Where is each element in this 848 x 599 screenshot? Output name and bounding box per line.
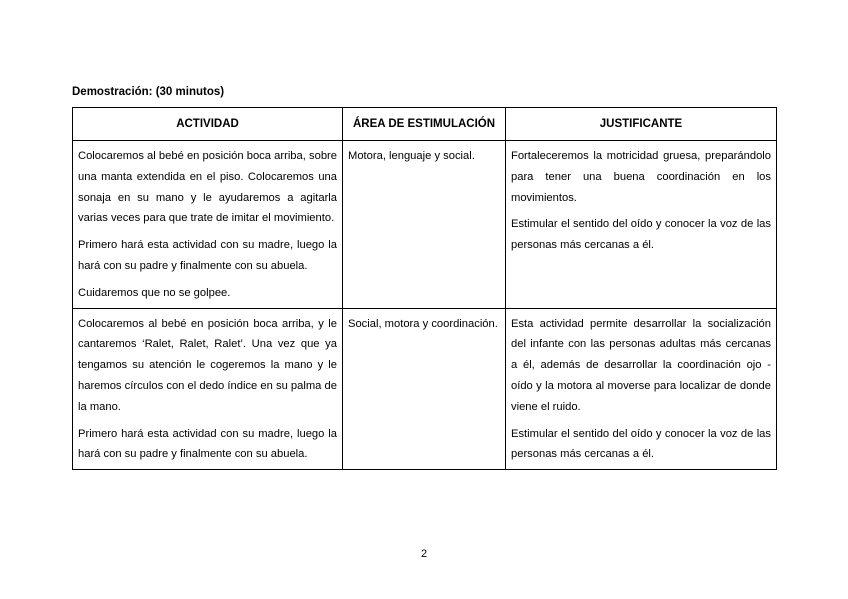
justificante-paragraph: Esta actividad permite desarrollar la socialización del infante con las personas adultas más cercanas a él, además de desarrollar la coordinación ojo - oído y la motora al moverse para localizar de donde viene el ruido. xyxy=(511,317,771,413)
table-row xyxy=(73,141,777,309)
table-header-row xyxy=(73,108,777,141)
activity-table xyxy=(72,107,777,470)
area-cell xyxy=(343,308,506,470)
actividad-paragraph: Primero hará esta actividad con su madre, luego la hará con su padre y finalmente con su abuela. xyxy=(78,239,337,272)
table-row xyxy=(73,308,777,470)
area-cell xyxy=(343,141,506,309)
area-text: Social, motora y coordinación. xyxy=(348,317,498,330)
justificante-paragraph: Estimular el sentido del oído y conocer la voz de las personas más cercanas a él. xyxy=(511,218,771,252)
justificante-cell xyxy=(506,141,777,309)
actividad-cell xyxy=(73,141,343,309)
area-text: Motora, lenguaje y social. xyxy=(348,150,475,162)
actividad-paragraph: Cuidaremos que no se golpee. xyxy=(78,286,231,299)
actividad-paragraph: Colocaremos al bebé en posición boca arriba, sobre una manta extendida en el piso. Colocaremos una sonaja en su mano y le ayudaremos a agitarla varias veces para que trate de imitar el movimiento. xyxy=(78,150,337,225)
actividad-cell xyxy=(73,308,343,470)
actividad-paragraph: Colocaremos al bebé en posición boca arriba, y le cantaremos ‘Ralet, Ralet, Ralet’. Una vez que ya tengamos su atención le cogeremos la mano y le haremos círculos con el dedo índice en su palma de la mano. xyxy=(78,317,337,413)
justificante-cell xyxy=(506,308,777,470)
column-header-actividad: ACTIVIDAD xyxy=(73,108,343,141)
actividad-paragraph: Primero hará esta actividad con su madre, luego la hará con su padre y finalmente con su abuela. xyxy=(78,427,337,461)
page-number: 2 xyxy=(420,548,428,560)
justificante-paragraph: Estimular el sentido del oído y conocer la voz de las personas más cercanas a él. xyxy=(511,427,771,461)
column-header-area: ÁREA DE ESTIMULACIÓN xyxy=(343,108,506,141)
justificante-paragraph: Fortaleceremos la motricidad gruesa, preparándolo para tener una buena coordinación en los movimientos. xyxy=(511,150,771,204)
column-header-justificante: JUSTIFICANTE xyxy=(506,108,777,141)
section-heading: Demostración: (30 minutos) xyxy=(72,86,225,98)
